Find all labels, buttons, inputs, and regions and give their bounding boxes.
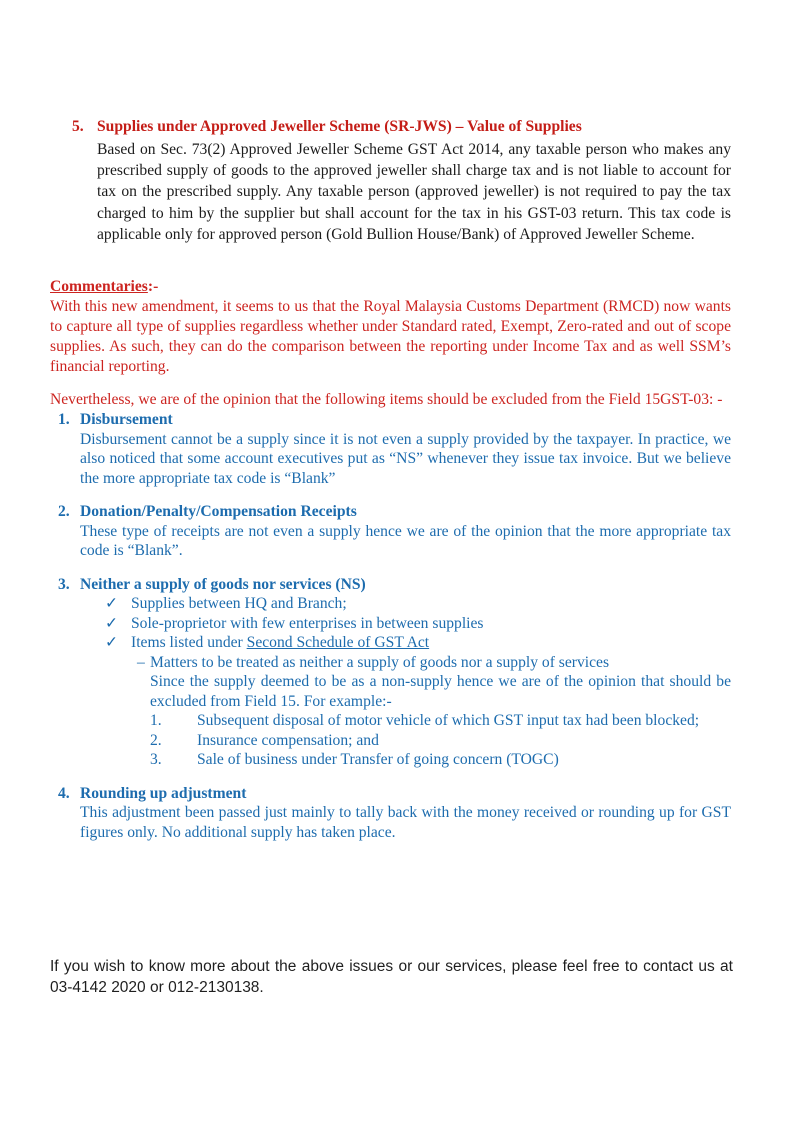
dash-icon: – [137,653,145,671]
section-5-body: Based on Sec. 73(2) Approved Jeweller Scheme GST Act 2014, any taxable person who makes any prescribed supply of goods to the approved jeweller shall charge tax and is not liable to account for tax on the prescribed supply. Any taxable person (approved jeweller) is not required to pay the tax charged to him by the supplier but shall account for the tax in his GST-03 return. This tax code is applicable only for approved person (Gold Bullion House/Bank) of Approved Jeweller Scheme. [97,141,731,243]
check-item-text [131,633,429,653]
item-body: This adjustment been passed just mainly to tally back with the money received or rounding up for GST figures only. No additional supply has taken place. [80,804,731,841]
dash-item-text: Matters to be treated as neither a supply of goods nor a supply of services [150,653,610,671]
list-item-2-donation-penalty-compensation [58,502,731,561]
example-item-3 [150,750,731,770]
item-content [80,575,731,770]
item-number: 4. [58,784,70,802]
item-content [80,410,731,488]
example-number: 3. [150,751,162,769]
list-item-4-rounding-up-adjustment [58,784,731,843]
check-icon: ✓ [105,614,119,632]
section-5-number: 5. [72,118,84,135]
example-item-2 [150,731,731,751]
list-item-3-neither-supply-ns [58,575,731,770]
item-title: Disbursement [80,411,173,429]
commentaries-paragraph-1: With this new amendment, it seems to us that the Royal Malaysia Customs Department (RMCD) now wants to capture all type of supplies regardless whether under Standard rated, Exempt, Zero-rated and out of scope supplies. As such, they can do the comparison between the reporting under Income Tax and as well SSM’s financial reporting. [50,298,731,376]
section-5-supplies-jws [72,116,731,245]
item-title: Neither a supply of goods nor services (NS) [80,575,366,593]
item-title: Donation/Penalty/Compensation Receipts [80,503,357,521]
commentaries-section [50,277,731,410]
check-item-text: Sole-proprietor with few enterprises in between supplies [131,614,484,632]
check-item-text: Supplies between HQ and Branch; [131,595,347,613]
example-text: Sale of business under Transfer of going concern (TOGC) [197,751,559,769]
dash-item-matters [137,653,731,673]
item-3-explanation: Since the supply deemed to be as a non-supply hence we are of the opinion that should be excluded from Field 15. For example:- [150,673,731,710]
example-number: 1. [150,712,162,730]
commentaries-heading-underlined: Commentaries [50,278,148,296]
check-item-hq-branch [105,594,731,614]
item-title: Rounding up adjustment [80,784,247,802]
commentaries-paragraph-2: Nevertheless, we are of the opinion that the following items should be excluded from the Field 15GST-03: - [50,391,723,409]
item-content [80,502,731,561]
commentaries-heading-suffix: :- [147,278,159,296]
check-icon: ✓ [105,595,119,613]
example-text: Subsequent disposal of motor vehicle of which GST input tax had been blocked; [197,712,700,730]
item-body: Disbursement cannot be a supply since it is not even a supply provided by the taxpayer. In practice, we also noticed that some account executives put as “NS” whenever they issue tax invoice. But we believe the more appropriate tax code is “Blank” [80,430,731,487]
section-5-content [97,116,731,245]
check-icon: ✓ [105,634,119,652]
example-text: Insurance compensation; and [197,731,379,749]
example-item-1 [150,711,731,731]
example-number: 2. [150,731,162,749]
check-item-text-prefix: Items listed under [131,634,247,652]
item-number: 2. [58,503,70,521]
footer-contact-text: If you wish to know more about the above issues or our services, please feel free to contact us at 03-4142 2020 or 012-2130138. [50,958,733,996]
check-item-sole-proprietor [105,614,731,634]
check-item-second-schedule [105,633,731,653]
list-item-1-disbursement [58,410,731,488]
second-schedule-underlined-text: Second Schedule of GST Act [246,634,430,652]
item-body: These type of receipts are not even a supply hence we are of the opinion that the more appropriate tax code is “Blank”. [80,522,731,560]
item-number: 3. [58,575,70,593]
item-content [80,784,731,843]
item-number: 1. [58,411,70,429]
section-5-title: Supplies under Approved Jeweller Scheme (SR-JWS) – Value of Supplies [97,118,582,135]
commentaries-heading [50,277,731,297]
